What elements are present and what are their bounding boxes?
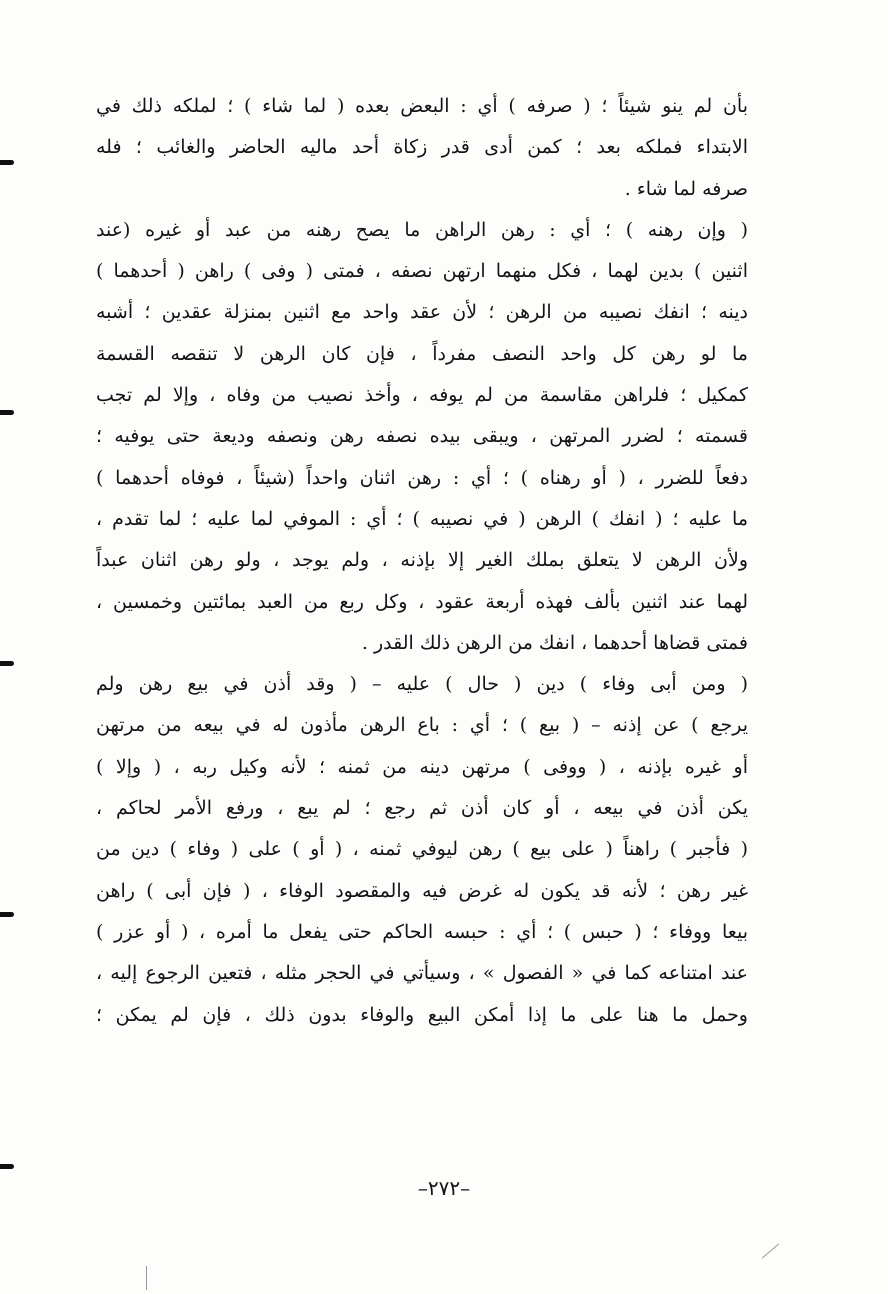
text-line: لهما عند اثنين بألف فهذه أربعة عقود ، وكل ربع من العبد بمائتين وخمسين ، (96, 590, 748, 613)
scan-artifact (146, 1266, 147, 1290)
text-line: عند امتناعه كما في « الفصول » ، وسيأتي في الحجر مثله ، فتعين الرجوع إليه ، (96, 962, 748, 985)
text-line: بيعا ووفاء ؛ ( حبس ) ؛ أي : حبسه الحاكم حتى يفعل ما أمره ، ( أو عزر ) (96, 920, 748, 943)
text-line: ( وإن رهنه ) ؛ أي : رهن الراهن ما يصح رهنه من عبد أو غيره (عند (96, 218, 748, 241)
margin-mark (0, 1164, 14, 1169)
scan-artifact (762, 1244, 779, 1259)
text-line: الابتداء فملكه بعد ؛ كمن أدى قدر زكاة أحد ماليه الحاضر والغائب ؛ فله (96, 136, 748, 159)
text-line: اثنين ) بدين لهما ، فكل منهما ارتهن نصفه ، فمتى ( وفى ) راهن ( أحدهما ) (96, 260, 748, 283)
page-number: –٢٧٢– (417, 1176, 471, 1200)
margin-mark (0, 661, 14, 666)
body-text (96, 86, 748, 1036)
text-line: دفعاً للضرر ، ( أو رهناه ) ؛ أي : رهن اثنان واحداً (شيئاً ، فوفاه أحدهما ) (96, 466, 748, 489)
text-line: كمكيل ؛ فلراهن مقاسمة من لم يوفه ، وأخذ نصيب من وفاه ، وإلا لم تجب (96, 384, 748, 407)
text-line: ولأن الرهن لا يتعلق بملك الغير إلا بإذنه ، ولم يوجد ، ولو رهن اثنان عبداً (96, 549, 748, 572)
text-line: بأن لم ينو شيئاً ؛ ( صرفه ) أي : البعض بعده ( لما شاء ) ؛ لملكه ذلك في (96, 95, 748, 117)
text-line: دينه ؛ انفك نصيبه من الرهن ؛ لأن عقد واحد مع اثنين بمنزلة عقدين ؛ أشبه (96, 301, 748, 324)
text-line: ( فأجبر ) راهناً ( على بيع ) رهن ليوفي ثمنه ، ( أو ) على ( وفاء ) دين من (96, 838, 748, 861)
margin-mark (0, 912, 14, 917)
text-line: فمتى قضاها أحدهما ، انفك من الرهن ذلك القدر . (361, 631, 748, 654)
text-line: صرفه لما شاء . (624, 177, 748, 200)
text-line: قسمته ؛ لضرر المرتهن ، ويبقى بيده نصفه رهن ونصفه وديعة حتى يوفيه ؛ (96, 425, 748, 448)
text-line: يكن أذن في بيعه ، أو كان أذن ثم رجع ؛ لم يبع ، ورفع الأمر لحاكم ، (96, 797, 748, 820)
margin-mark (0, 160, 14, 165)
margin-mark (0, 410, 14, 415)
text-line: ما لو رهن كل واحد النصف مفرداً ، فإن كان الرهن لا تنقصه القسمة (96, 342, 748, 365)
text-line: أو غيره بإذنه ، ( ووفى ) مرتهن دينه من ثمنه ؛ لأنه وكيل ربه ، ( وإلا ) (96, 755, 748, 778)
text-line: غير رهن ؛ لأنه قد يكون له غرض فيه والمقصود الوفاء ، ( فإن أبى ) راهن (96, 879, 748, 902)
text-line: وحمل ما هنا على ما إذا أمكن البيع والوفاء بدون ذلك ، فإن لم يمكن ؛ (96, 1003, 748, 1026)
text-line: ما عليه ؛ ( انفك ) الرهن ( في نصيبه ) ؛ أي : الموفي لما عليه ؛ لما تقدم ، (96, 507, 748, 530)
text-line: يرجع ) عن إذنه – ( بيع ) ؛ أي : باع الرهن مأذون له في بيعه من مرتهن (96, 714, 748, 737)
text-line: ( ومن أبى وفاء ) دين ( حال ) عليه – ( وقد أذن في بيع رهن ولم (96, 673, 748, 696)
